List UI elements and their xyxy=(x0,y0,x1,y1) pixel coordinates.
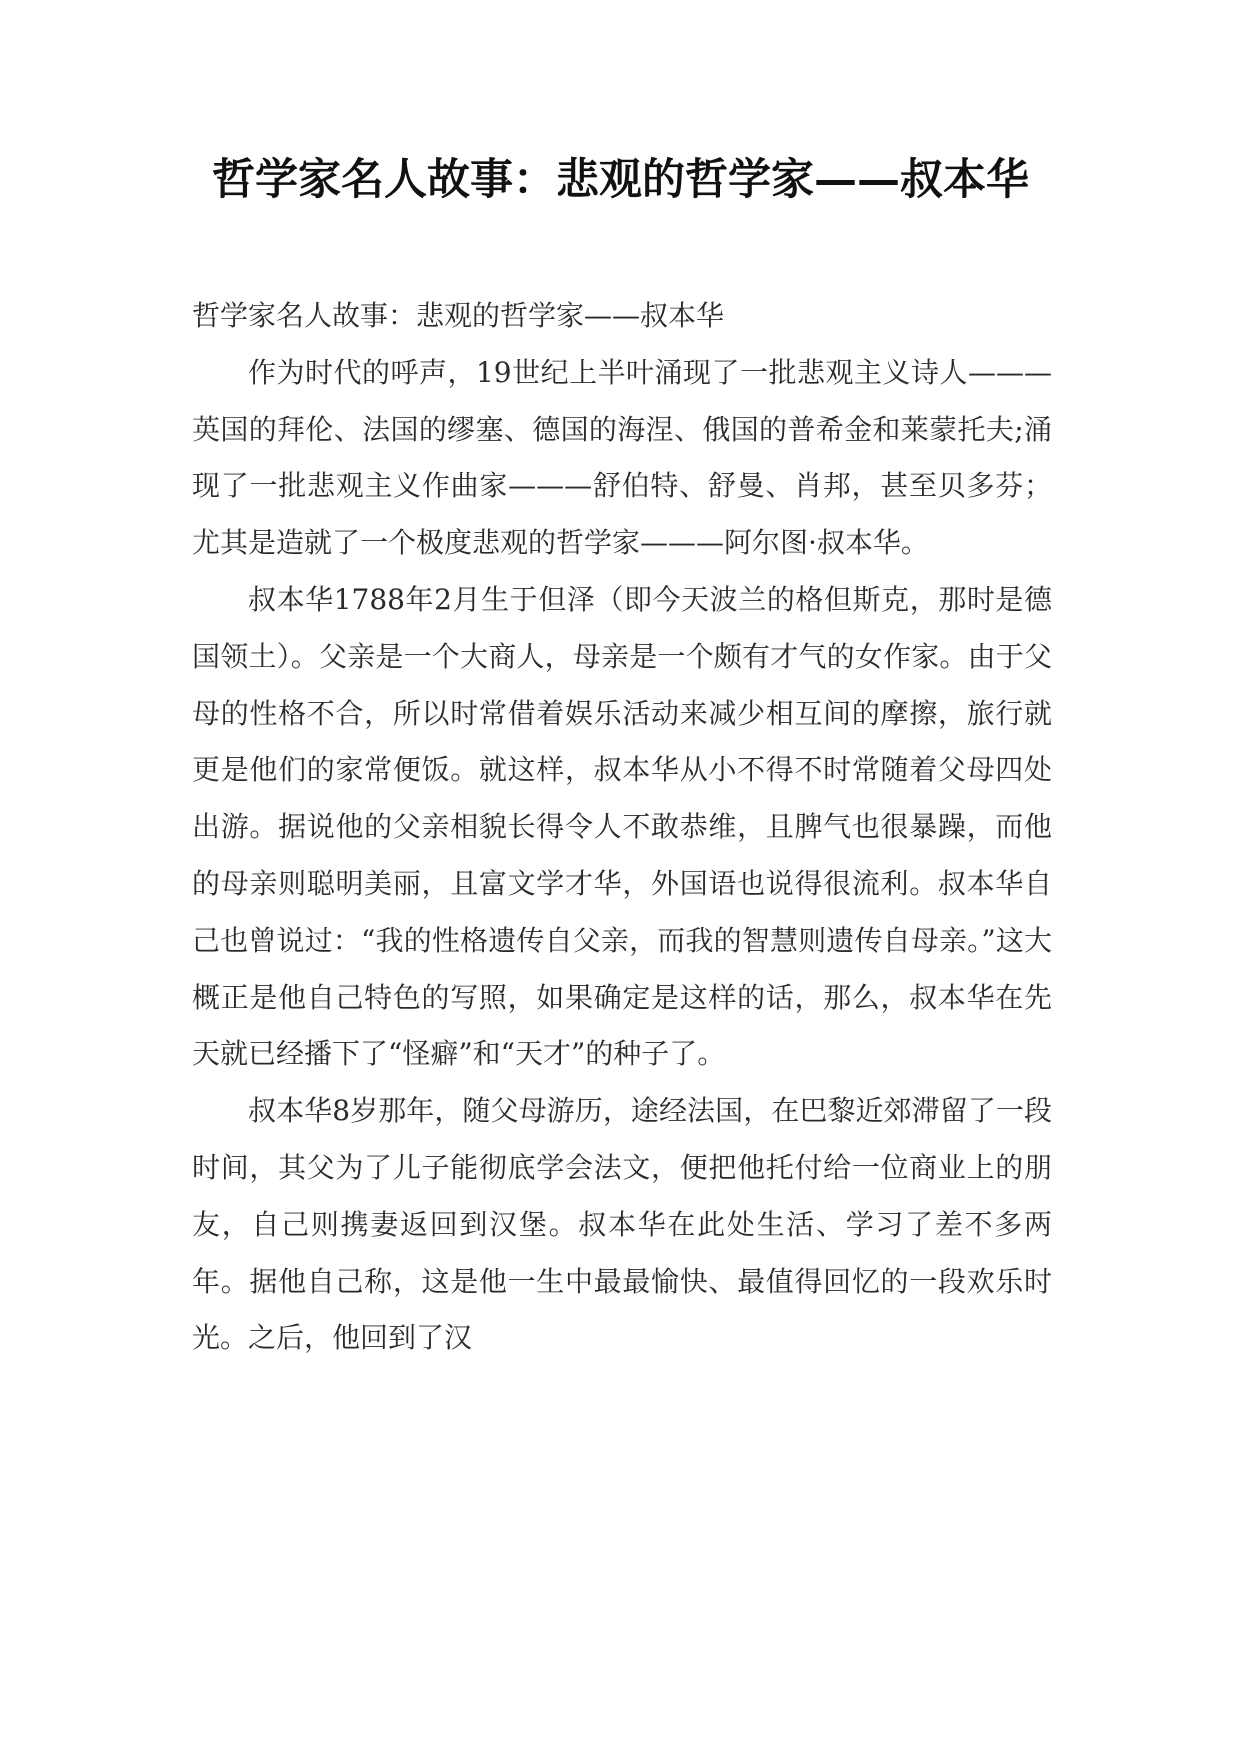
paragraph: 叔本华1788年2月生于但泽（即今天波兰的格但斯克，那时是德国领土）。父亲是一个大商人，母亲是一个颇有才气的女作家。由于父母的性格不合，所以时常借着娱乐活动来减少相互间的摩擦，旅行就更是他们的家常便饭。就这样，叔本华从小不得不时常随着父母四处出游。据说他的父亲相貌长得令人不敢恭维，且脾气也很暴躁，而他的母亲则聪明美丽，且富文学才华，外国语也说得很流利。叔本华自己也曾说过：“我的性格遗传自父亲，而我的智慧则遗传自母亲。”这大概正是他自己特色的写照，如果确定是这样的话，那么，叔本华在先天就已经播下了“怪癖”和“天才”的种子了。 xyxy=(192,582,1052,1071)
document-title: 哲学家名人故事：悲观的哲学家——叔本华 xyxy=(212,155,1029,205)
paragraph: 作为时代的呼声，19世纪上半叶涌现了一批悲观主义诗人———英国的拜伦、法国的缪塞、德国的海涅、俄国的普希金和莱蒙托夫;涌现了一批悲观主义作曲家———舒伯特、舒曼、肖邦，甚至贝多芬；尤其是造就了一个极度悲观的哲学家———阿尔图·叔本华。 xyxy=(192,355,1052,560)
document-subtitle: 哲学家名人故事：悲观的哲学家——叔本华 xyxy=(192,299,725,332)
paragraph: 叔本华8岁那年，随父母游历，途经法国，在巴黎近郊滞留了一段时间，其父为了儿子能彻底学会法文，便把他托付给一位商业上的朋友，自己则携妻返回到汉堡。叔本华在此处生活、学习了差不多两年。据他自己称，这是他一生中最最愉快、最值得回忆的一段欢乐时光。之后，他回到了汉 xyxy=(192,1094,1052,1355)
document-body xyxy=(192,288,1052,1367)
